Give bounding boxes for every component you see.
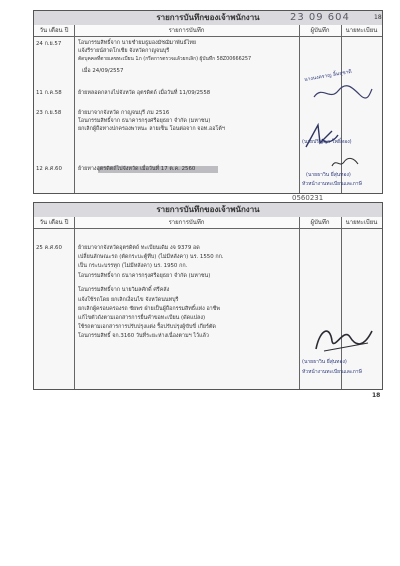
column-divider (299, 25, 300, 193)
entry-line: ยกเลิกผู้ถือทางปกครองพาหนะ ลายเซ็น โอนต่อจาก จอท.ออโต้ฯ (78, 126, 225, 132)
recorder-column-header: ผู้บันทึก (310, 219, 330, 226)
handwritten-signature (302, 121, 342, 151)
signatory-name: (นายปริญญา โพธิ์ทอง) (302, 139, 352, 145)
recorder-column-header: ผู้บันทึก (310, 27, 330, 34)
entry-line: ใช้รถตามเอกสารการปรับปรุงแต่ง รื้อปรับปรุงผู้ขับขี่ เกียร์ตัด (78, 324, 216, 330)
row-date: 25 ค.ศ.60 (36, 245, 62, 251)
entry-line: ย้ายมาจากจังหวัดอุตรดิตถ์ ทะเบียนเดิม งจ 9379 อด (78, 245, 200, 251)
handwritten-doc-number: 23 09 604 (290, 12, 350, 23)
entry-line: โอนกรรมสิทธิ์จาก นายชำยมธูมองมัชฌิมาพันธ์ไทย (78, 40, 197, 46)
row-date: 24 ก.ย.57 (36, 41, 62, 47)
entry-line: ย้ายทางอุตรดิตถ์ไปจังหวัด เมื่อวันที่ 17 ต.ค. 2560 (78, 166, 196, 172)
record-sheet-2 (33, 194, 383, 390)
handwritten-signature (330, 156, 360, 170)
row-date: 23 ก.ย.58 (36, 110, 62, 116)
entry-column-header: รายการบันทึก (168, 27, 205, 34)
entry-line: โอนกรรมสิทธิ์จาก ธนาคารกรุงศรีอยุธยา จำกัด (มหาชน) (78, 118, 211, 124)
column-header-row (34, 217, 382, 229)
row-date: 12 ค.ศ.60 (36, 166, 62, 172)
registrar-column-header: นายทะเบียน (345, 219, 378, 226)
entry-line: แจ้งรีรายน์สาดโกเชีย จังหวัดกาญจนบุรี (78, 48, 170, 54)
entry-line: ยกเลิกผู้ครอบครองรถ ชัยพร ฝ่ายเป็นผู้ถือกรรมสิทธิ์แห่ง อาชีพ (78, 306, 220, 312)
date-column-header: วัน เดือน ปี (39, 219, 69, 226)
entry-line: ตัดบุคคลที่ตายเลขทะเบียน 1ภ (กรีดการตรวจแล้วยกเลิก) ผู้บันทึก 58Z00666257 (78, 56, 252, 62)
signatory-title: หัวหน้างานทะเบียนและภาษี (302, 181, 362, 187)
entry-line: เปลี่ยนลักษณะรถ (ตัดกระบะตู้ทึบ) (ไม่มีหลังคา) นร. 1550 กก. (78, 254, 224, 260)
entry-line: เป็น กระบะบรรทุก (ไม่มีหลังคา) นร. 1950 กก. (78, 263, 188, 269)
column-divider (74, 25, 75, 193)
sheet-title: รายการบันทึกของเจ้าพนักงาน (34, 203, 382, 218)
record-sheet-1 (33, 10, 383, 194)
column-divider (74, 217, 75, 389)
handwritten-signature (310, 321, 376, 355)
signatory-name: (นายธาวิน ยี่สุ่นทอง) (302, 359, 347, 365)
sheet-title: รายการบันทึกของเจ้าพนักงาน (34, 11, 382, 26)
signatory-name: (นายธาวิน ยี่สุ่นทอง) (306, 172, 351, 178)
entry-line: แจ้งใช้รถโดย ยกเลิกเงื่อนไข จังหวัดนนทบุรี (78, 297, 179, 303)
page-number: 18 (372, 392, 381, 399)
officer-stamp: นางนงคราญ ลิ้มสุชาติ (303, 68, 353, 84)
row-date: 11 ก.ค.58 (36, 90, 62, 96)
column-header-row (34, 25, 382, 37)
entry-line: เมื่อ 24/09/2557 (82, 68, 124, 74)
entry-line: ย้ายมาจากจังหวัด กาญจนบุรี ภม 2516 (78, 110, 170, 116)
page-number: 18 (374, 14, 382, 21)
date-column-header: วัน เดือน ปี (39, 27, 69, 34)
entry-line: แก้ไขตัวถังตามเอกสารการยื่นคำขอทะเบียน (ดัดแปลง) (78, 315, 206, 321)
entry-line: โอนกรรมสิทธิ์จาก ธนาคารกรุงศรีอยุธยา จำกัด (มหาชน) (78, 273, 211, 279)
column-divider (299, 217, 300, 389)
signatory-title: หัวหน้างานทะเบียนและภาษี (302, 369, 362, 375)
handwritten-signature (312, 83, 374, 103)
entry-column-header: รายการบันทึก (168, 219, 205, 226)
entry-line: โอนกรรมสิทธิ์ จก.3160 วันที่ระยะห่างเนื่องตามฯ ไว้แล้ว (78, 333, 209, 339)
stamp-number: 0560231 (292, 194, 324, 202)
entry-line: โอนกรรมสิทธิ์จาก นายวิมลศักดิ์ ศรีคลัง (78, 287, 170, 293)
registrar-column-header: นายทะเบียน (345, 27, 378, 34)
entry-line: ย้ายหลอดกลางไปจังหวัด อุตรดิตถ์ เมื่อวันที่ 11/09/2558 (78, 90, 211, 96)
